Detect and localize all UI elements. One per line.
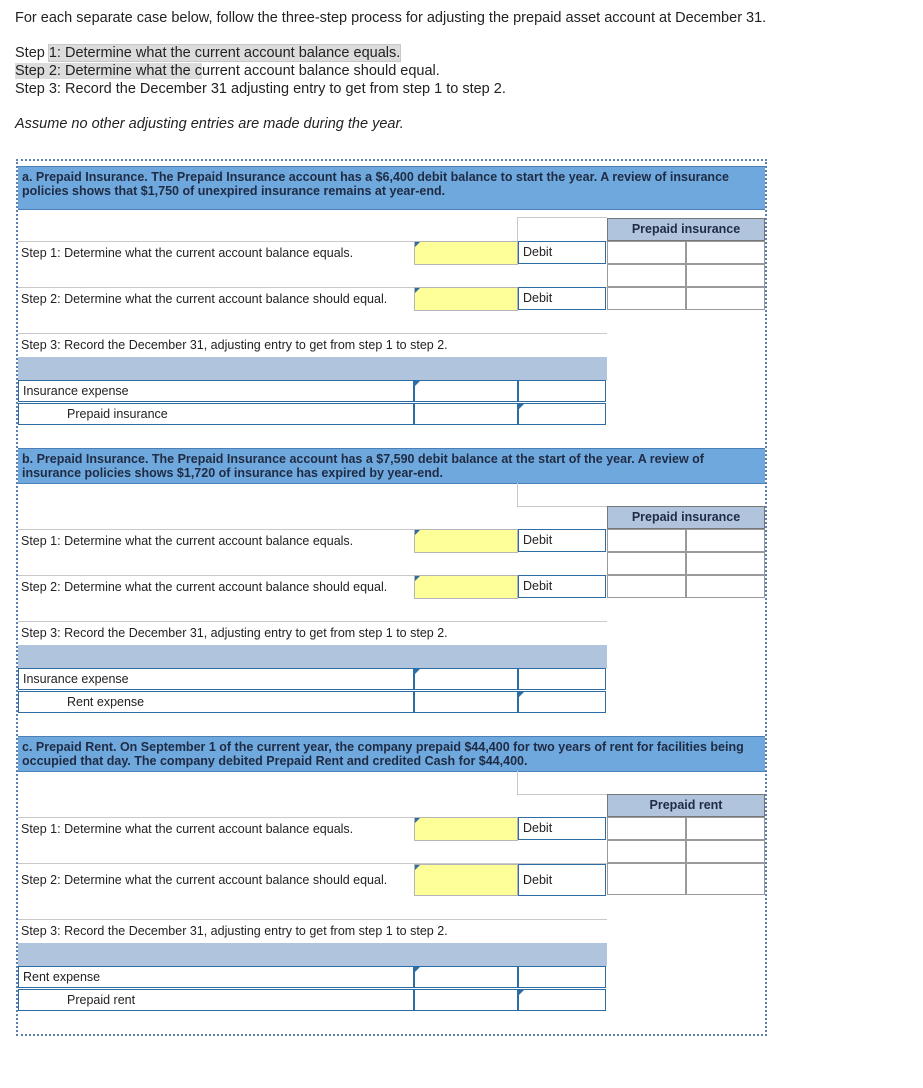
case-c-t-credit-3[interactable] xyxy=(686,863,765,895)
case-b-credit-amount[interactable] xyxy=(518,691,606,713)
case-a-credit-amount[interactable] xyxy=(518,403,606,425)
intro-text: For each separate case below, follow the three-step process for adjusting the prepaid asset account at December 31. xyxy=(15,10,767,26)
case-b-t-debit-2[interactable] xyxy=(607,552,686,575)
assume-note: Assume no other adjusting entries are made during the year. xyxy=(15,116,404,132)
case-b-step-2-amount[interactable] xyxy=(414,575,518,599)
case-b-t-credit-1[interactable] xyxy=(686,529,765,552)
case-c-debit-amount[interactable] xyxy=(414,966,518,988)
case-a-step-3-label: Step 3: Record the December 31, adjusting entry to get from step 1 to step 2. xyxy=(21,338,448,352)
case-b-debit-amount[interactable] xyxy=(414,668,518,690)
case-c-step-3-label: Step 3: Record the December 31, adjusting entry to get from step 1 to step 2. xyxy=(21,924,448,938)
case-b-step-3-label: Step 3: Record the December 31, adjusting entry to get from step 1 to step 2. xyxy=(21,626,448,640)
step-2-rest: urrent account balance should equal. xyxy=(202,63,440,79)
case-a-t-debit-2[interactable] xyxy=(607,264,686,287)
case-c-credit-account[interactable]: Prepaid rent xyxy=(18,989,414,1011)
case-b-step-1-amount[interactable] xyxy=(414,529,518,553)
case-a-title: a. Prepaid Insurance. The Prepaid Insurance account has a $6,400 debit balance to start the year. A review of insurance policies shows that $1,750 of unexpired insurance remains at year-end. xyxy=(18,166,765,210)
case-b-step-2-label: Step 2: Determine what the current account balance should equal. xyxy=(21,580,388,594)
case-a-t-credit-1[interactable] xyxy=(686,241,765,264)
case-c-t-debit-2[interactable] xyxy=(607,840,686,863)
case-b-credit-account[interactable]: Rent expense xyxy=(18,691,414,713)
case-a-debit-amount[interactable] xyxy=(414,380,518,402)
case-c-step-2-amount[interactable] xyxy=(414,864,518,896)
case-a-credit-col-1[interactable] xyxy=(414,403,518,425)
case-c-step-2-debit[interactable]: Debit xyxy=(518,864,606,896)
case-b-t-credit-2[interactable] xyxy=(686,552,765,575)
case-c-title: c. Prepaid Rent. On September 1 of the current year, the company prepaid $44,400 for two years of rent for facilities being occupied that day. The company debited Prepaid Rent and credited Cash for $44,400. xyxy=(18,736,765,772)
case-c-t-debit-3[interactable] xyxy=(607,863,686,895)
step-1-highlight: 1: Determine what the current account balance equals. xyxy=(48,45,401,61)
case-b-credit-col-1[interactable] xyxy=(414,691,518,713)
case-c-step-2-label: Step 2: Determine what the current account balance should equal. xyxy=(21,873,388,887)
case-b-t-debit-1[interactable] xyxy=(607,529,686,552)
case-b-step-2-debit[interactable]: Debit xyxy=(518,575,606,598)
case-b-debit-account[interactable]: Insurance expense xyxy=(18,668,414,690)
case-b-t-credit-3[interactable] xyxy=(686,575,765,598)
grid-line xyxy=(517,217,518,241)
case-c-step-1-amount[interactable] xyxy=(414,817,518,841)
case-a-t-debit-1[interactable] xyxy=(607,241,686,264)
case-a-step-2-amount[interactable] xyxy=(414,287,518,311)
case-c-t-credit-1[interactable] xyxy=(686,817,765,840)
case-c-credit-col-1[interactable] xyxy=(414,989,518,1011)
case-b-title: b. Prepaid Insurance. The Prepaid Insurance account has a $7,590 debit balance at the start of the year. A review of insurance policies shows $1,720 of insurance has expired by year-end. xyxy=(18,448,765,484)
case-c-t-credit-2[interactable] xyxy=(686,840,765,863)
case-a-step-1-debit[interactable]: Debit xyxy=(518,241,606,264)
case-a-t-credit-3[interactable] xyxy=(686,287,765,310)
case-b-step-1-label: Step 1: Determine what the current account balance equals. xyxy=(21,534,354,548)
grid-line xyxy=(517,506,607,507)
case-c-t-account-header: Prepaid rent xyxy=(607,794,765,817)
case-c-step-1-debit[interactable]: Debit xyxy=(518,817,606,840)
case-c-debit-account[interactable]: Rent expense xyxy=(18,966,414,988)
case-b-step-1-debit[interactable]: Debit xyxy=(518,529,606,552)
case-c-credit-amount[interactable] xyxy=(518,989,606,1011)
grid-line xyxy=(517,483,518,507)
grid-line xyxy=(517,794,607,795)
case-a-t-account-header: Prepaid insurance xyxy=(607,218,765,241)
case-c-step-1-label: Step 1: Determine what the current account balance equals. xyxy=(21,822,354,836)
case-c-t-debit-1[interactable] xyxy=(607,817,686,840)
step-1-prefix: Step xyxy=(15,45,49,61)
case-b-t-account-header: Prepaid insurance xyxy=(607,506,765,529)
case-a-step-1-amount[interactable] xyxy=(414,241,518,265)
grid-line xyxy=(517,771,518,795)
case-a-step-1-label: Step 1: Determine what the current account balance equals. xyxy=(21,246,354,260)
instruction-step-1 xyxy=(15,44,766,62)
case-a-journal-header xyxy=(18,357,607,380)
case-a-debit-account[interactable]: Insurance expense xyxy=(18,380,414,402)
case-a-step-2-label: Step 2: Determine what the current account balance should equal. xyxy=(21,292,388,306)
case-b-debit-col-2[interactable] xyxy=(518,668,606,690)
instruction-step-3: Step 3: Record the December 31 adjusting entry to get from step 1 to step 2. xyxy=(15,81,506,97)
case-a-step-2-debit[interactable]: Debit xyxy=(518,287,606,310)
step-2-highlight: Step 2: Determine what the c xyxy=(15,63,202,79)
case-a-credit-account[interactable]: Prepaid insurance xyxy=(18,403,414,425)
case-c-journal-header xyxy=(18,943,607,966)
case-b-t-debit-3[interactable] xyxy=(607,575,686,598)
case-c-debit-col-2[interactable] xyxy=(518,966,606,988)
instructions xyxy=(15,9,766,133)
case-a-t-debit-3[interactable] xyxy=(607,287,686,310)
instruction-step-2 xyxy=(15,62,766,80)
case-a-debit-col-2[interactable] xyxy=(518,380,606,402)
case-b-journal-header xyxy=(18,645,607,668)
grid-line xyxy=(517,217,607,218)
case-a-t-credit-2[interactable] xyxy=(686,264,765,287)
